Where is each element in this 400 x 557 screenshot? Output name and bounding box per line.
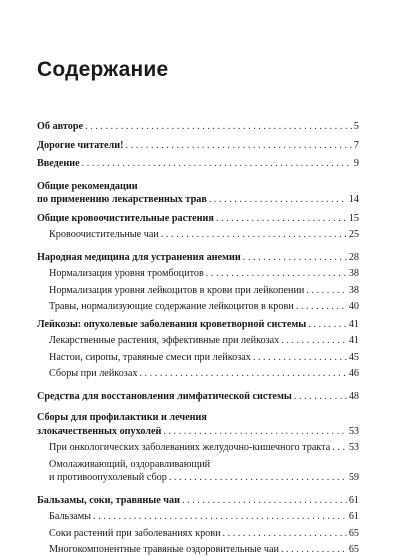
toc-entry-title: Нормализация уровня лейкоцитов в крови при лейкопении [49,284,305,296]
toc-subentry[interactable] [37,543,359,557]
dot-leader [281,543,347,557]
dot-leader [206,267,347,281]
toc-entry-page: 28 [348,251,359,263]
toc-entry-title: Травы, нормализующие содержание лейкоцитов в крови [49,301,294,312]
toc-entry-title: Народная медицина для устранения анемии [37,251,241,263]
dot-leader [209,193,347,207]
toc-entry-page: 15 [348,212,359,224]
dot-leader [294,390,347,404]
toc-entry-title: Нормализация уровня тромбоцитов [49,268,204,279]
page-title: Содержание [37,58,169,81]
toc-entry-page: 46 [348,368,359,379]
dot-leader [82,157,352,171]
toc-entry[interactable] [37,180,359,207]
toc-entry-title: Дорогие читатели! [37,139,124,151]
toc-entry-page: 41 [348,318,359,330]
toc-entry-title: Сборы при лейкозах [49,368,138,379]
toc-subentry[interactable] [37,510,359,524]
dot-leader [139,367,346,381]
dot-leader [308,318,347,332]
toc-entry[interactable] [37,390,359,404]
toc-entry[interactable] [37,157,359,171]
dot-leader [85,120,352,134]
dot-leader [182,494,347,508]
toc-entry-page: 53 [348,425,359,437]
toc-subentry[interactable] [37,527,359,541]
toc-entry-title-line: по применению лекарственных трав [37,194,207,205]
toc-subentry[interactable] [37,458,359,485]
toc-entry-page: 38 [348,268,359,279]
dot-leader [332,441,347,455]
toc-entry-title-line: Сборы для профилактики и лечения [37,412,207,423]
toc-subentry[interactable] [37,228,359,242]
toc-entry-title: Кровоочистительные чаи [49,229,159,240]
toc-entry-title: Бальзамы [49,511,92,522]
dot-leader [306,284,346,298]
toc-entry-page: 48 [348,390,359,402]
toc-entry-page: 59 [348,472,359,483]
toc-entry-title: Общие кровоочистительные растения [37,212,214,224]
toc-entry-title: Лейкозы: опухолевые заболевания кроветворной системы [37,318,307,330]
toc-entry-title: Бальзамы, соки, травяные чаи [37,494,181,506]
table-of-contents [37,120,359,557]
toc-entry-page: 61 [348,511,359,522]
dot-leader [169,471,347,485]
toc-entry-page: 38 [348,284,359,296]
toc-entry-page: 41 [348,335,359,346]
toc-entry-title: Введение [37,158,80,169]
toc-entry-title: Об авторе [37,121,84,132]
toc-entry[interactable] [37,411,359,438]
toc-subentry[interactable] [37,284,359,298]
toc-entry-page: 5 [353,121,359,132]
dot-leader [243,251,347,265]
toc-entry-page: 25 [348,229,359,240]
toc-entry-title-line: злокачественных опухолей [37,425,162,437]
dot-leader [223,527,347,541]
toc-subentry[interactable] [37,267,359,281]
toc-entry-page: 61 [348,494,359,506]
toc-entry-title: Многокомпонентные травяные оздоровительные чаи [49,544,279,555]
toc-subentry[interactable] [37,351,359,365]
toc-entry[interactable] [37,120,359,134]
toc-entry-title: Настои, сиропы, травяные смеси при лейкозах [49,351,251,363]
dot-leader [253,351,347,365]
dot-leader [93,510,347,524]
dot-leader [296,300,347,314]
toc-subentry[interactable] [37,441,359,455]
toc-entry-page: 53 [348,442,359,453]
toc-entry[interactable] [37,139,359,153]
toc-entry-page: 65 [348,544,359,555]
toc-entry-page: 7 [353,139,359,151]
toc-entry-title-line: Общие рекомендации [37,180,138,192]
toc-entry-title: Соки растений при заболеваниях крови [49,527,221,539]
toc-entry[interactable] [37,212,359,226]
toc-subentry[interactable] [37,300,359,314]
toc-entry[interactable] [37,494,359,508]
toc-subentry[interactable] [37,367,359,381]
toc-subentry[interactable] [37,334,359,348]
toc-entry-page: 9 [353,158,359,169]
dot-leader [126,139,352,153]
toc-entry-title: При онкологических заболеваниях желудочно-кишечного тракта [49,442,331,453]
toc-entry-page: 45 [348,351,359,363]
dot-leader [216,212,347,226]
dot-leader [281,334,347,348]
toc-entry-page: 65 [348,527,359,539]
toc-entry[interactable] [37,251,359,265]
toc-entry-title-line: Омолаживающий, оздоравливающий [49,458,211,470]
dot-leader [163,425,346,439]
toc-entry-title: Средства для восстановления лимфатической системы [37,390,292,402]
toc-entry-title: Лекарственные растения, эффективные при лейкозах [49,335,280,346]
dot-leader [161,228,347,242]
toc-entry-title-line: и противоопухолевый сбор [49,472,167,483]
toc-entry-page: 14 [348,194,359,205]
toc-entry-page: 40 [348,301,359,312]
toc-entry[interactable] [37,318,359,332]
